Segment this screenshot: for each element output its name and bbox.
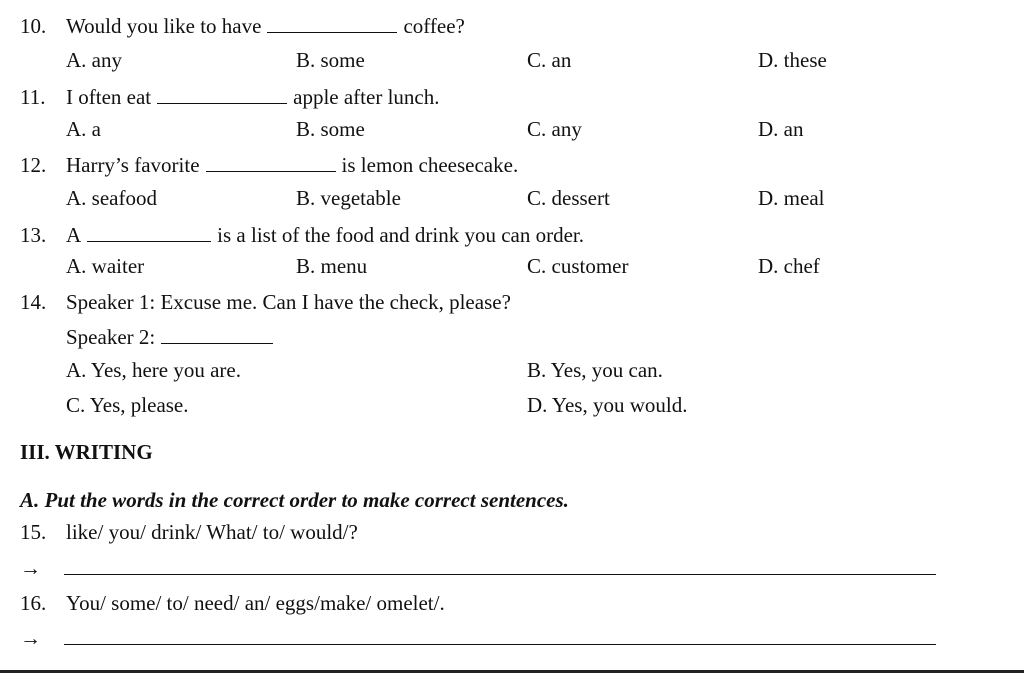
question-text-after: is lemon cheesecake. (341, 153, 519, 177)
option-11-a[interactable]: A. a (66, 117, 101, 141)
question-13 (20, 223, 584, 246)
question-number: 10. (20, 14, 47, 38)
question-number: 16. (20, 591, 47, 615)
question-text-before: I often eat (66, 85, 152, 109)
question-text-before: A (66, 223, 82, 247)
question-text-after: is a list of the food and drink you can order. (217, 223, 585, 247)
answer-blank[interactable] (157, 85, 287, 104)
question-number: 12. (20, 153, 47, 177)
option-13-c[interactable]: C. customer (527, 254, 629, 278)
question-number: 14. (20, 290, 47, 314)
question-text-after: apple after lunch. (293, 85, 440, 109)
option-13-d[interactable]: D. chef (758, 254, 820, 278)
question-text-after: coffee? (403, 14, 465, 38)
option-10-c[interactable]: C. an (527, 48, 572, 72)
question-number: 11. (20, 85, 46, 109)
speaker-2-label: Speaker 2: (66, 325, 156, 349)
writing-item-16 (20, 593, 445, 614)
answer-blank[interactable] (267, 14, 397, 33)
question-number: 13. (20, 223, 47, 247)
question-11 (20, 85, 439, 108)
answer-row-16 (20, 628, 936, 649)
page-bottom-border (0, 670, 1024, 673)
question-text-before: Would you like to have (66, 14, 262, 38)
option-10-d[interactable]: D. these (758, 48, 827, 72)
answer-blank[interactable] (87, 223, 211, 242)
section-instructions: A. Put the words in the correct order to make correct sentences. (20, 488, 569, 512)
speaker-1-line: Speaker 1: Excuse me. Can I have the check, please? (66, 290, 511, 314)
option-12-c[interactable]: C. dessert (527, 186, 610, 210)
question-text-before: Harry’s favorite (66, 153, 200, 177)
option-14-c[interactable]: C. Yes, please. (66, 393, 189, 417)
option-14-b[interactable]: B. Yes, you can. (527, 358, 663, 382)
answer-row-15 (20, 558, 936, 579)
section-heading-writing: III. WRITING (20, 440, 153, 464)
question-12 (20, 153, 518, 176)
option-13-a[interactable]: A. waiter (66, 254, 145, 278)
option-12-b[interactable]: B. vegetable (296, 186, 401, 210)
option-12-d[interactable]: D. meal (758, 186, 825, 210)
option-10-a[interactable]: A. any (66, 48, 122, 72)
option-11-b[interactable]: B. some (296, 117, 365, 141)
option-11-c[interactable]: C. any (527, 117, 582, 141)
option-11-d[interactable]: D. an (758, 117, 804, 141)
arrow-icon: → (20, 556, 41, 580)
option-13-b[interactable]: B. menu (296, 254, 368, 278)
question-14 (20, 292, 511, 313)
arrow-icon: → (20, 626, 41, 650)
speaker-2-line (66, 325, 279, 348)
answer-line-16[interactable] (64, 628, 936, 645)
answer-line-15[interactable] (64, 558, 936, 575)
option-12-a[interactable]: A. seafood (66, 186, 157, 210)
option-10-b[interactable]: B. some (296, 48, 365, 72)
scrambled-words: You/ some/ to/ need/ an/ eggs/make/ omelet/. (66, 591, 445, 615)
question-10 (20, 14, 465, 37)
option-14-a[interactable]: A. Yes, here you are. (66, 358, 241, 382)
writing-item-15 (20, 522, 358, 543)
question-number: 15. (20, 520, 47, 544)
answer-blank[interactable] (161, 325, 273, 344)
option-14-d[interactable]: D. Yes, you would. (527, 393, 688, 417)
scrambled-words: like/ you/ drink/ What/ to/ would/? (66, 520, 358, 544)
answer-blank[interactable] (206, 153, 336, 172)
